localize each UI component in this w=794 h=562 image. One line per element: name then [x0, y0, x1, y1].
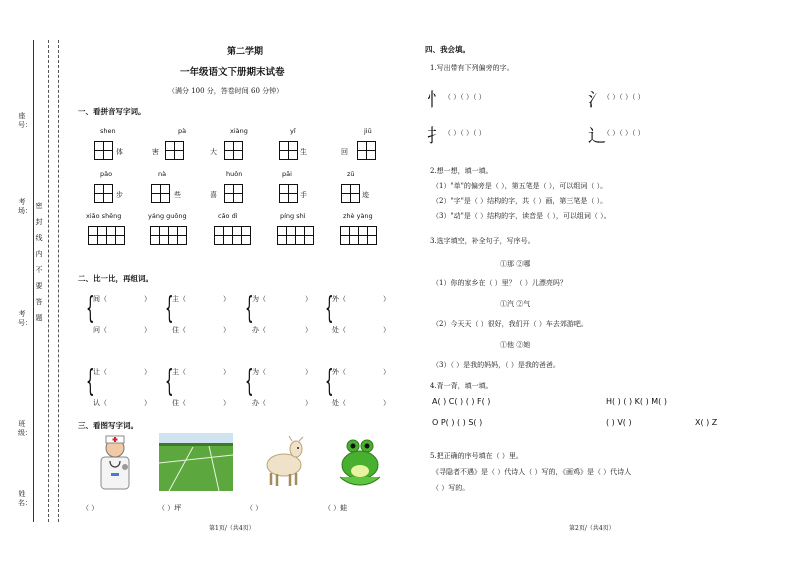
picture-answer[interactable]: （ ） — [246, 504, 263, 512]
q3-options: ①汽 ②气 — [500, 300, 531, 308]
close-paren: ） — [144, 399, 151, 407]
writing-box[interactable] — [340, 226, 359, 245]
q3-options: ①他 ②她 — [500, 341, 531, 349]
close-paren: ） — [144, 368, 151, 376]
writing-box[interactable] — [357, 141, 376, 160]
given-char: 些 — [174, 191, 181, 199]
footer-right: 第2页/（共4页） — [569, 525, 615, 532]
q3-line: （3）（ ）是我的妈妈，（ ）是我的爸爸。 — [432, 361, 560, 369]
q1: 1.写出带有下列偏旁的字。 — [430, 64, 514, 72]
compare-word: 让（ — [93, 368, 107, 376]
q2-line: （2）"字"是（ ）结构的字，共（ ）画，第三笔是（ ）。 — [432, 197, 608, 205]
binding-class: 班级： — [18, 420, 32, 437]
section-1-title: 一、看拼音写字词。 — [78, 107, 146, 116]
writing-box[interactable] — [88, 226, 107, 245]
brace: { — [245, 364, 254, 399]
alphabet-line[interactable]: ( ) V( ) — [606, 418, 632, 427]
writing-box[interactable] — [341, 184, 360, 203]
brace: { — [86, 291, 95, 326]
close-paren: ） — [223, 295, 230, 303]
alphabet-line[interactable]: X( ) Z — [695, 418, 718, 427]
doctor-picture — [92, 433, 138, 491]
footer-left: 第1页/（共4页） — [209, 525, 255, 532]
close-paren: ） — [305, 399, 312, 407]
writing-box[interactable] — [168, 226, 187, 245]
radical: 忄 — [427, 90, 445, 111]
compare-word: 外（ — [332, 368, 346, 376]
pinyin: huǒn — [226, 170, 243, 178]
close-paren: ） — [144, 295, 151, 303]
compare-word: 主（ — [172, 368, 186, 376]
compare-word: 住（ — [172, 326, 186, 334]
q2: 2.想一想，填一填。 — [430, 167, 493, 175]
given-char: 生 — [300, 148, 307, 156]
q3-line: （1）你的家乡在（ ）里？（ ）儿漂亮吗？ — [432, 279, 567, 287]
q2-line: （3）"动"是（ ）结构的字，读音是（ ），可以组词（ ）。 — [432, 212, 611, 220]
given-char: 回 — [341, 148, 348, 156]
writing-box[interactable] — [224, 184, 243, 203]
brace: { — [325, 364, 334, 399]
radical-blanks[interactable]: （ ）（ ）（ ） — [444, 93, 486, 101]
compare-word: 办（ — [252, 326, 266, 334]
writing-box[interactable] — [151, 184, 170, 203]
q3: 3.选字填空，补全句子，写序号。 — [430, 237, 535, 245]
pinyin: xiàng — [230, 127, 248, 135]
writing-box[interactable] — [214, 226, 233, 245]
compare-word: 住（ — [172, 399, 186, 407]
binding-name: 姓名： — [18, 490, 32, 507]
given-char: 大 — [210, 148, 217, 156]
writing-box[interactable] — [106, 226, 125, 245]
picture-answer[interactable]: （ ）蛙 — [324, 504, 348, 512]
binding-warning: 密 封 线 内 不 要 答 题 — [35, 202, 43, 322]
writing-box[interactable] — [232, 226, 251, 245]
radical-blanks[interactable]: （ ）（ ）（ ） — [444, 129, 486, 137]
given-char: 害 — [152, 148, 159, 156]
q5-line: （ ）写的。 — [432, 484, 470, 492]
compare-word: 处（ — [332, 326, 346, 334]
given-char: 手 — [300, 191, 307, 199]
radical: 辶 — [588, 126, 606, 147]
lawn-picture — [159, 433, 233, 491]
term: 第二学期 — [227, 47, 264, 57]
pinyin: nà — [158, 170, 167, 178]
picture-answer[interactable]: （ ） — [82, 504, 99, 512]
writing-box[interactable] — [165, 141, 184, 160]
q4: 4.背一背，填一填。 — [430, 382, 493, 390]
radical: 扌 — [427, 126, 445, 147]
brace: { — [165, 364, 174, 399]
page-subtitle: （满分 100 分，答卷时间 60 分钟） — [168, 87, 284, 95]
close-paren: ） — [144, 326, 151, 334]
close-paren: ） — [383, 326, 390, 334]
binding-room: 考场： — [18, 198, 32, 215]
compare-word: 问（ — [93, 326, 107, 334]
brace: { — [325, 291, 334, 326]
section-4-title: 四、我会填。 — [425, 45, 470, 54]
writing-box[interactable] — [277, 226, 296, 245]
page-title: 一年级语文下册期末试卷 — [180, 67, 285, 78]
picture-answer[interactable]: （ ）坪 — [158, 504, 182, 512]
q5-line: 《寻隐者不遇》是（ ）代诗人（ ）写的，《画鸡》是（ ）代诗人 — [432, 468, 632, 476]
writing-box[interactable] — [94, 184, 113, 203]
close-paren: ） — [305, 295, 312, 303]
close-paren: ） — [383, 368, 390, 376]
close-paren: ） — [223, 368, 230, 376]
close-paren: ） — [383, 399, 390, 407]
section-3-title: 三、看图写字词。 — [78, 421, 138, 430]
compare-word: 为（ — [252, 295, 266, 303]
compare-word: 办（ — [252, 399, 266, 407]
alphabet-line[interactable]: A( ) C( ) ( ) F( ) — [432, 397, 491, 406]
pinyin: shen — [100, 127, 116, 135]
writing-box[interactable] — [279, 141, 298, 160]
brace: { — [245, 291, 254, 326]
pinyin: zū — [347, 170, 355, 178]
writing-box[interactable] — [150, 226, 169, 245]
radical: 氵 — [588, 90, 606, 111]
close-paren: ） — [305, 326, 312, 334]
binding-exam-no: 考号： — [18, 310, 32, 327]
compare-word: 间（ — [93, 295, 107, 303]
frog-picture — [334, 433, 386, 491]
binding-seat: 座号： — [18, 112, 32, 129]
compare-word: 认（ — [93, 399, 107, 407]
compare-word: 为（ — [252, 368, 266, 376]
compare-word: 主（ — [172, 295, 186, 303]
writing-box[interactable] — [279, 184, 298, 203]
writing-box[interactable] — [224, 141, 243, 160]
q2-line: （1）"单"的偏旁是（ ），第五笔是（ ），可以组词（ ）。 — [432, 182, 608, 190]
pinyin: xiǎo shēng — [86, 212, 122, 220]
writing-box[interactable] — [358, 226, 377, 245]
close-paren: ） — [305, 368, 312, 376]
pinyin: píng shì — [280, 212, 306, 220]
brace: { — [86, 364, 95, 399]
pinyin: jiū — [364, 127, 372, 135]
q5: 5.把正确的序号填在（ ）里。 — [430, 452, 523, 460]
alphabet-line[interactable]: H( ) ( ) K( ) M( ) — [606, 397, 667, 406]
pinyin: yáng guǒng — [148, 212, 187, 220]
alphabet-line[interactable]: O P( ) ( ) S( ) — [432, 418, 483, 427]
pinyin: yǐ — [290, 127, 296, 135]
close-paren: ） — [383, 295, 390, 303]
pinyin: zhè yàng — [343, 212, 373, 220]
radical-blanks[interactable]: （ ）（ ）（ ） — [603, 93, 645, 101]
pinyin: pāi — [282, 170, 292, 178]
sheep-picture — [258, 433, 310, 491]
radical-blanks[interactable]: （ ）（ ）（ ） — [603, 129, 645, 137]
close-paren: ） — [223, 399, 230, 407]
writing-box[interactable] — [295, 226, 314, 245]
pinyin: cǎo dì — [218, 212, 238, 220]
given-char: 喜 — [210, 191, 217, 199]
writing-box[interactable] — [94, 141, 113, 160]
section-2-title: 二、比一比，再组词。 — [78, 274, 153, 283]
q3-options: ①那 ②哪 — [500, 260, 531, 268]
close-paren: ） — [223, 326, 230, 334]
q3-line: （2）今天天（ ）很好，我们开（ ）车去郊游吧。 — [432, 320, 588, 328]
given-char: 步 — [116, 191, 123, 199]
given-char: 体 — [116, 148, 123, 156]
compare-word: 外（ — [332, 295, 346, 303]
brace: { — [165, 291, 174, 326]
compare-word: 处（ — [332, 399, 346, 407]
pinyin: pà — [178, 127, 187, 135]
given-char: 迹 — [362, 191, 369, 199]
pinyin: pǎo — [100, 170, 113, 178]
